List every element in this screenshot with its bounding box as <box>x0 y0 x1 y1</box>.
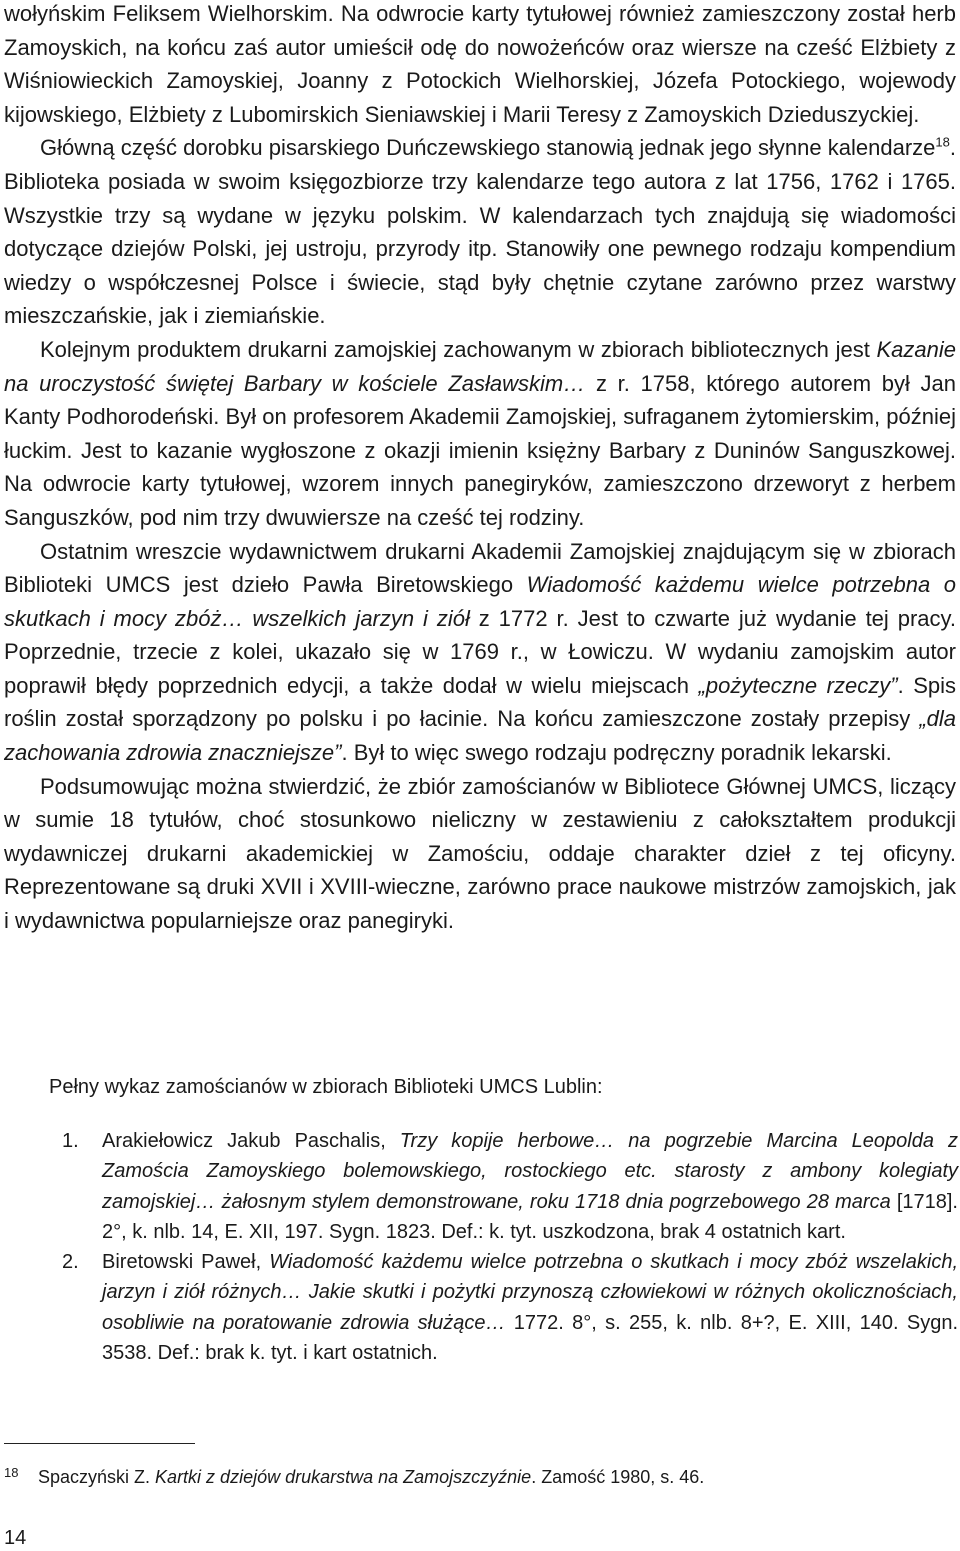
item-text <box>102 1130 958 1243</box>
item-number: 1. <box>62 1130 79 1152</box>
footnote <box>4 1460 944 1490</box>
text-run: Ostatnim wreszcie wydawnictwem drukarni Akademii Zamojskiej znajdującym się w zbiorach Biblioteki UMCS jest dzieło Pawła Biretowskiego <box>4 538 956 598</box>
paragraph-2 <box>4 131 956 333</box>
paragraph-5 <box>4 770 956 938</box>
italic-title: Wiadomość każdemu wielce potrzebna o skutkach i mocy zbóż… wszelkich jarzyn i ziół <box>4 572 956 631</box>
bibliography-item-1 <box>62 1126 958 1247</box>
italic-title: Kazanie na uroczystość świętej Barbary w kościele Zasławskim… <box>4 336 956 396</box>
footnote-text <box>38 1467 704 1487</box>
list-heading: Pełny wykaz zamościanów w zbiorach Biblioteki UMCS Lublin: <box>49 1076 603 1098</box>
text-run: Główną część dorobku pisarskiego Duńczewskiego stanowią jednak jego słynne kalendarze <box>40 135 936 161</box>
text-run: Biretowski Paweł, <box>102 1251 270 1274</box>
body-text <box>4 0 956 938</box>
text-run: . Był to więc swego rodzaju podręczny poradnik lekarski. <box>341 740 892 766</box>
item-text <box>102 1251 958 1364</box>
italic-title: Kartki z dziejów drukarstwa na Zamojszczyźnie <box>155 1467 532 1487</box>
text-run: . Zamość 1980, s. 46. <box>531 1467 705 1487</box>
italic-title: „dla zachowania zdrowia znaczniejsze” <box>4 706 956 766</box>
item-number: 2. <box>62 1251 79 1274</box>
text-run: z r. 1758, którego autorem był Jan Kanty Podhorodeński. Był on profesorem Akademii Zamojskiej, sufraganem żytomierskim, później łuckim. Jest to kazanie wygłoszone z okazji imienin księżny Barbary z Duninów Sanguszkowej. Na odwrocie karty tytułowej, wzorem innych panegiryków, zamieszczono drzeworyt z herbem Sanguszków, pod nim trzy dwuwiersze na cześć tej rodziny. <box>4 370 956 530</box>
text-run: 1772. 8°, s. 255, k. nlb. 8+?, E. XIII, 140. Sygn. 3538. Def.: brak k. tyt. i kart ostatnich. <box>102 1311 958 1365</box>
footnote-separator <box>4 1443 195 1444</box>
bibliography-item-2 <box>62 1247 958 1368</box>
italic-title: „pożyteczne rzeczy” <box>698 672 898 698</box>
text-run: . Spis roślin został sporządzony po polsku i po łacinie. Na końcu zamieszczone zostały przepisy <box>4 672 957 732</box>
text-run: Kolejnym produktem drukarni zamojskiej zachowanym w zbiorach bibliotecznych jest <box>40 336 877 362</box>
paragraph-1 <box>4 0 956 131</box>
paragraph-4 <box>4 535 956 770</box>
text-run: [1718]. 2°, k. nlb. 14, E. XII, 197. Sygn. 1823. Def.: k. tyt. uszkodzona, brak 4 ostatnich kart. <box>102 1190 958 1243</box>
text-run: z 1772 r. Jest to czwarte już wydanie tej pracy. Poprzednie, trzecie z kolei, ukazało się w 1769 r., w Łowiczu. W wydaniu zamojskim autor poprawił błędy poprzednich edycji, a także dodał w wielu miejscach <box>4 605 956 698</box>
page-number: 14 <box>4 1527 27 1549</box>
text-run: Spaczyński Z. <box>38 1467 156 1487</box>
footnote-reference: 18 <box>935 135 950 151</box>
footnote-mark: 18 <box>4 1465 19 1480</box>
bibliography-list <box>62 1126 958 1368</box>
text-run: wołyńskim Feliksem Wielhorskim. Na odwrocie karty tytułowej również zamieszczony został herb Zamoyskich, na końcu zaś autor umieścił odę do nowożeńców oraz wiersze na cześć Elżbiety z Wiśniowieckich Zamoyskiej, Joanny z Potockich Wielhorskiej, Józefa Potockiego, wojewody kijowskiego, Elżbiety z Lubomirskich Sieniawskiej i Marii Teresy z Zamoyskich Dzieduszyckiej. <box>4 1 956 127</box>
text-run: . Biblioteka posiada w swoim księgozbiorze trzy kalendarze tego autora z lat 1756, 1762 i 1765. Wszystkie trzy są wydane w języku polskim. W kalendarzach tych znajdują się wiadomości dotyczące dziejów Polski, jej ustroju, przyrody itp. Stanowiły one pewnego rodzaju kompendium wiedzy o współczesnej Polsce i świecie, stąd były chętnie czytane zarówno przez warstwy mieszczańskie, jak i ziemiańskie. <box>4 135 956 329</box>
text-run: Arakiełowicz Jakub Paschalis, <box>102 1130 400 1152</box>
italic-title: Trzy kopije herbowe… na pogrzebie Marcina Leopolda z Zamościa Zamoyskiego bolemowskiego, rostockiego etc. starosty z ambony kolegiaty zamojskiej… żałosnym stylem demonstrowane, roku 1718 dnia pogrzebowego 28 marca <box>102 1130 958 1213</box>
paragraph-3 <box>4 333 956 535</box>
text-run: Podsumowując można stwierdzić, że zbiór zamościanów w Bibliotece Głównej UMCS, liczący w sumie 18 tytułów, choć stosunkowo nieliczny w zestawieniu z całokształtem produkcji wydawniczej drukarni akademickiej w Zamościu, oddaje charakter dzieł z tej oficyny. Reprezentowane są druki XVII i XVIII-wieczne, zarówno prace naukowe mistrzów zamojskich, jak i wydawnictwa popularniejsze oraz panegiryki. <box>4 773 956 934</box>
italic-title: Wiadomość każdemu wielce potrzebna o skutkach i mocy zbóż wszelakich, jarzyn i ziół różnych… Jakie skutki i pożytki przynoszą człowiekowi w różnych okolicznościach, osobliwie na poratowanie zdrowia służące… <box>102 1251 958 1334</box>
